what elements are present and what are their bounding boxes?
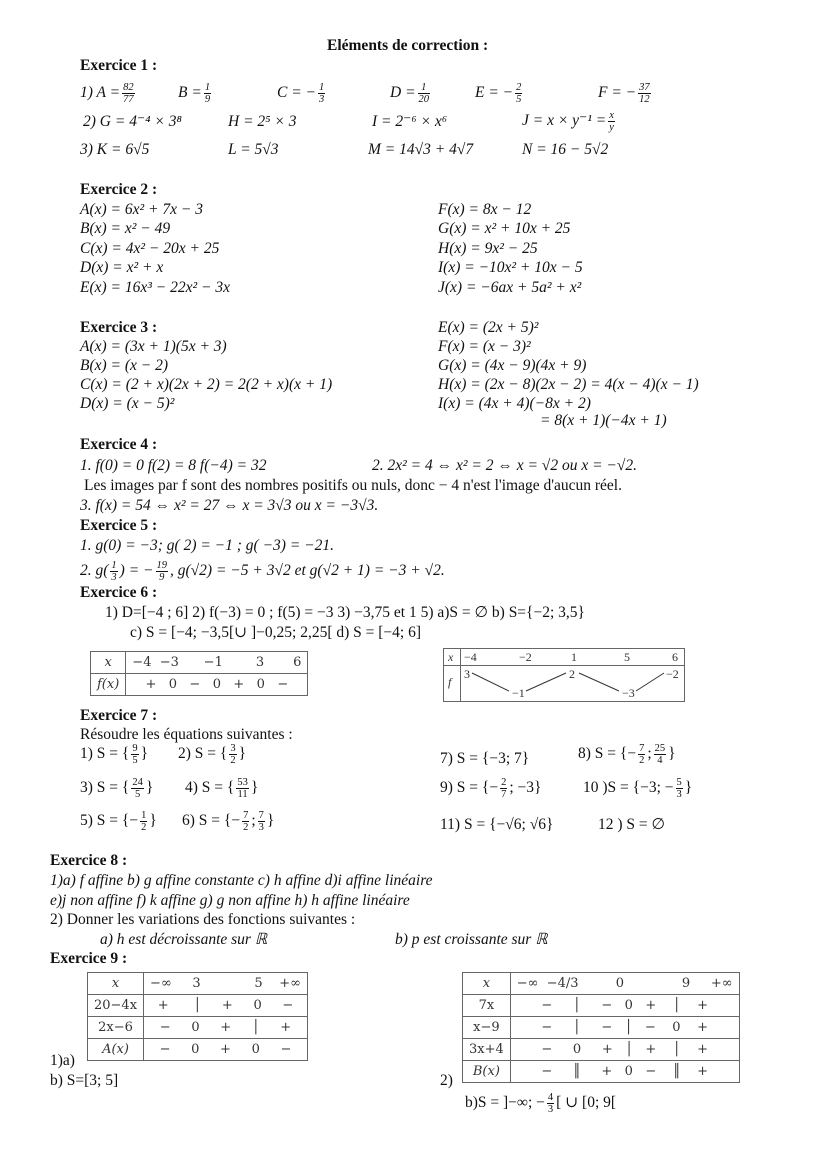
fraction xyxy=(676,777,683,800)
table-cell: f xyxy=(448,675,452,689)
math-text: 6) S = {− xyxy=(182,812,241,830)
expr-c xyxy=(277,82,327,105)
math-text: 3 xyxy=(319,94,325,105)
fraction xyxy=(156,560,169,583)
fraction xyxy=(229,743,236,766)
math-text: 1 xyxy=(319,82,325,93)
exercise-8-heading: Exercice 8 : xyxy=(50,852,128,869)
expr-e xyxy=(475,82,524,105)
math-text: 7 xyxy=(243,810,249,821)
exercise-9-heading: Exercice 9 : xyxy=(50,950,128,967)
table-cell: −4 xyxy=(464,650,477,664)
table-cell: − 0 + │ + │ + xyxy=(510,1039,739,1061)
fraction xyxy=(204,82,211,105)
math-text: ; −3} xyxy=(509,779,542,797)
fraction xyxy=(547,1092,554,1115)
ex2-expr: J(x) = −6ax + 5a² + x² xyxy=(438,279,582,296)
math-text: 37 xyxy=(639,82,650,93)
expr-h: H = 2⁵ × 3 xyxy=(228,113,297,130)
ex2-expr: C(x) = 4x² − 20x + 25 xyxy=(80,240,220,257)
variation-arrows xyxy=(444,649,684,701)
math-text: 25 xyxy=(654,743,666,754)
ex7-s4: 4) S = { $\frac{53}{11}$ } xyxy=(185,777,259,800)
table-cell: − 0 + │ + xyxy=(144,1017,308,1039)
table-cell: 2x−6 xyxy=(88,1017,144,1039)
math-text: 5 xyxy=(134,789,141,800)
math-text: 1 xyxy=(141,810,147,821)
table-cell: x xyxy=(448,650,454,664)
math-text xyxy=(91,674,308,696)
ex7-s11: 11) S = {−√6; √6} xyxy=(440,816,554,833)
ex2-expr: B(x) = x² − 49 xyxy=(80,220,171,237)
table-cell: 1 xyxy=(571,650,577,664)
ex9-part-2: 2) xyxy=(440,1072,453,1089)
fraction xyxy=(515,82,522,105)
math-text xyxy=(88,973,308,1061)
table-cell: x−9 xyxy=(463,1017,511,1039)
ex7-s9 xyxy=(440,777,541,800)
table-cell: −2 xyxy=(519,650,532,664)
exercise-4-heading: Exercice 4 : xyxy=(80,436,158,453)
math-text: y xyxy=(609,122,614,133)
fraction xyxy=(122,82,135,105)
ex7-s1: 1) S = { $\frac{9}{5}$ } xyxy=(80,743,149,766)
math-text: 10 )S = {−3; − xyxy=(583,779,674,797)
math-text: 12 xyxy=(639,94,650,105)
fraction xyxy=(110,560,117,583)
ex7-s2: 2) S = { $\frac{3}{2}$ } xyxy=(178,743,247,766)
math-text: 2 xyxy=(230,755,236,766)
math-text: 2 xyxy=(141,822,147,833)
math-text: 1 xyxy=(111,560,117,571)
fraction xyxy=(654,743,667,766)
ex1-line-1 xyxy=(80,82,137,105)
table-cell: 2 xyxy=(569,667,575,681)
math-text: 2. g xyxy=(80,562,104,580)
math-text: 1 xyxy=(418,82,431,94)
math-text: B = xyxy=(178,84,202,102)
table-cell: 7x xyxy=(463,995,511,1017)
math-text xyxy=(463,995,740,1017)
math-text: b)S = ]−∞; − xyxy=(465,1094,545,1112)
table-cell: −3 xyxy=(622,686,635,700)
math-text: x xyxy=(609,110,614,121)
ex3-expr: G(x) = (4x − 9)(4x + 9) xyxy=(438,357,587,374)
math-text: E = − xyxy=(475,84,514,102)
fraction xyxy=(608,110,615,133)
math-text: 82 xyxy=(123,82,134,93)
expr-l: L = 5√3 xyxy=(228,141,279,158)
exercise-2-heading: Exercice 2 : xyxy=(80,181,158,198)
math-text xyxy=(472,673,664,691)
math-text: 9 xyxy=(204,94,211,105)
math-text: 3 xyxy=(111,572,117,583)
math-text xyxy=(463,973,740,1083)
ex6-line: 1) D=[−4 ; 6] 2) f(−3) = 0 ; f(5) = −3 3) −3,75 et 1 5) a)S = ∅ b) S={−2; 3,5} xyxy=(105,604,585,621)
table-cell: −4 −3 −1 3 6 xyxy=(126,652,308,674)
ex3-expr: = 8(x + 1)(−4x + 1) xyxy=(540,412,667,429)
math-text: 2 xyxy=(501,777,507,788)
ex9-part-1a: 1)a) xyxy=(50,1052,75,1069)
math-text: 5 xyxy=(676,777,682,788)
ex3-expr: C(x) = (2 + x)(2x + 2) = 2(2 + x)(x + 1) xyxy=(80,376,333,393)
ex2-expr: D(x) = x² + x xyxy=(80,259,164,276)
math-text: 7 xyxy=(258,810,264,821)
math-text: 1) S = xyxy=(80,745,119,763)
fraction xyxy=(131,743,138,766)
ex3-expr: A(x) = (3x + 1)(5x + 3) xyxy=(80,338,227,355)
math-text: 9) S = {− xyxy=(440,779,499,797)
expr-n: N = 16 − 5√2 xyxy=(522,141,609,158)
table-cell: 6 xyxy=(672,650,678,664)
ex4-line: 2. 2x² = 4 ⇔ x² = 2 ⇔ x = √2 ou x = −√2. xyxy=(372,457,637,474)
math-text: 8) S = {− xyxy=(578,745,637,763)
sign-table xyxy=(90,651,308,696)
ex7-intro: Résoudre les équations suivantes : xyxy=(80,726,293,743)
math-text: F = − xyxy=(598,84,637,102)
math-text xyxy=(88,1017,308,1039)
table-cell: A(x) xyxy=(88,1039,144,1061)
math-text: 2 xyxy=(243,822,249,833)
math-text: 7 xyxy=(639,743,645,754)
math-text: 1 xyxy=(204,82,211,93)
fraction xyxy=(140,810,147,833)
ex3-expr: F(x) = (x − 3)² xyxy=(438,338,531,355)
ex3-expr: I(x) = (4x + 4)(−8x + 2) xyxy=(438,395,591,412)
expr-d xyxy=(390,82,432,105)
math-text xyxy=(463,973,740,995)
sign-table-b xyxy=(462,972,740,1083)
ex5-line: 1. g(0) = −3; g( 2) = −1 ; g( −3) = −21. xyxy=(80,537,335,554)
exercise-7-heading: Exercice 7 : xyxy=(80,707,158,724)
math-text xyxy=(472,673,509,691)
math-text: 2 xyxy=(639,755,645,766)
math-text xyxy=(636,673,664,691)
math-text: 3) S = xyxy=(80,779,119,797)
table-cell: −2 xyxy=(666,667,679,681)
ex3-expr: H(x) = (2x − 8)(2x − 2) = 4(x − 4)(x − 1) xyxy=(438,376,699,393)
ex7-s5: 5) S = {− $\frac{1}{2}$ } xyxy=(80,810,157,833)
math-text: 9 xyxy=(159,572,165,583)
table-cell: − 0 + 0 − xyxy=(144,1039,308,1061)
math-text: 2) S = xyxy=(178,745,217,763)
ex4-line: Les images par f sont des nombres positifs ou nuls, donc − 4 n'est l'image d'aucun réel. xyxy=(84,477,622,494)
math-text xyxy=(579,673,619,691)
math-text: 53 xyxy=(237,777,248,788)
table-cell: + │ + 0 − xyxy=(144,995,308,1017)
table-cell: x xyxy=(88,973,144,995)
math-text xyxy=(88,995,308,1017)
exercise-6-heading: Exercice 6 : xyxy=(80,584,158,601)
math-text: 24 xyxy=(132,777,143,788)
fraction xyxy=(242,810,249,833)
table-cell: 3 xyxy=(464,667,470,681)
math-text xyxy=(91,652,308,696)
math-text: , g(√2) = −5 + 3√2 et g(√2 + 1) = −3 + √2. xyxy=(170,562,445,580)
expr-g: 2) G = 4⁻⁴ × 3⁸ xyxy=(83,113,182,130)
exercise-3-heading: Exercice 3 : xyxy=(80,319,158,336)
ex7-s10: 10 )S = {−3; − $\frac{5}{3}$ } xyxy=(583,777,693,800)
table-cell: x xyxy=(463,973,511,995)
math-text: 19 xyxy=(156,560,168,571)
ex4-line: 1. f(0) = 0 f(2) = 8 f(−4) = 32 xyxy=(80,457,267,474)
expr-k: 3) K = 6√5 xyxy=(80,141,150,158)
expr-b xyxy=(178,82,213,105)
ex2-expr: H(x) = 9x² − 25 xyxy=(438,240,538,257)
math-text: 2 xyxy=(516,82,522,93)
ex3-expr: D(x) = (x − 5)² xyxy=(80,395,175,412)
table-cell: B(x) xyxy=(463,1061,511,1083)
expr-i: I = 2⁻⁶ × x⁶ xyxy=(372,113,448,130)
sign-table-a xyxy=(87,972,308,1061)
ex9-part-1b: b) S=[3; 5] xyxy=(50,1072,119,1089)
math-text xyxy=(463,1061,740,1083)
math-text: C = − xyxy=(277,84,317,102)
exercise-1-heading: Exercice 1 : xyxy=(80,57,158,74)
math-text: = − xyxy=(128,562,154,580)
math-text: 5 xyxy=(516,94,522,105)
math-text: 3 xyxy=(547,1104,554,1115)
math-text: 4 xyxy=(657,755,663,766)
fraction xyxy=(131,777,144,800)
ex6-line: c) S = [−4; −3,5[∪ ]−0,25; 2,25[ d) S = [−4; 6] xyxy=(130,624,422,641)
ex2-expr: E(x) = 16x³ − 22x² − 3x xyxy=(80,279,230,296)
fraction xyxy=(638,82,651,105)
math-text xyxy=(88,1039,308,1061)
fraction xyxy=(318,82,325,105)
expr-a: A = xyxy=(96,84,121,102)
table-cell: f(x) xyxy=(91,674,126,696)
math-text: 5) S = {− xyxy=(80,812,139,830)
ex8-line: 2) Donner les variations des fonctions suivantes : xyxy=(50,911,356,928)
ex8-answer-b: b) p est croissante sur ℝ xyxy=(395,931,548,948)
math-text: 3 xyxy=(230,743,236,754)
fraction xyxy=(638,743,645,766)
math-text: 7 xyxy=(501,789,507,800)
ex3-expr: B(x) = (x − 2) xyxy=(80,357,169,374)
ex2-expr: A(x) = 6x² + 7x − 3 xyxy=(80,201,203,218)
math-text: 5 xyxy=(132,755,138,766)
ex4-line: 3. f(x) = 54 ⇔ x² = 27 ⇔ x = 3√3 ou x = −3√3. xyxy=(80,497,379,514)
fraction xyxy=(258,810,265,833)
exercise-5-heading: Exercice 5 : xyxy=(80,517,158,534)
ex3-expr: E(x) = (2x + 5)² xyxy=(438,319,539,336)
math-text xyxy=(463,1039,740,1061)
table-cell: −∞ 3 5 +∞ xyxy=(144,973,308,995)
fraction xyxy=(236,777,249,800)
table-cell: −∞ −4/3 0 9 +∞ xyxy=(510,973,739,995)
variation-table xyxy=(443,648,685,702)
page-title: Eléments de correction : xyxy=(327,37,489,54)
math-text: 3 xyxy=(258,822,264,833)
table-cell: − ║ + 0 − ║ + xyxy=(510,1061,739,1083)
ex2-expr: F(x) = 8x − 12 xyxy=(438,201,532,218)
math-text xyxy=(91,652,308,674)
math-text xyxy=(463,1017,740,1039)
table-cell: −1 xyxy=(512,686,525,700)
ex7-s12: 12 ) S = ∅ xyxy=(598,816,666,833)
math-text xyxy=(526,673,566,691)
math-text: D = xyxy=(390,84,416,102)
table-cell: − │ − 0 + │ + xyxy=(510,995,739,1017)
math-text: 3 xyxy=(676,789,682,800)
ex5-line: 2. g( $\frac{1}{3}$ ) = − $\frac{19}{9}$ , g(√2) = −5 + 3√2 et g(√2 + 1) = −3 + √2. xyxy=(80,560,445,583)
ex8-answer-a: a) h est décroissante sur ℝ xyxy=(100,931,268,948)
math-text: 11 xyxy=(237,789,248,800)
ex2-expr: I(x) = −10x² + 10x − 5 xyxy=(438,259,583,276)
expr-m: M = 14√3 + 4√7 xyxy=(368,141,474,158)
expr-f xyxy=(598,82,653,105)
fraction xyxy=(500,777,507,800)
ex7-s3: 3) S = { $\frac{24}{5}$ } xyxy=(80,777,154,800)
math-text: 9 xyxy=(132,743,138,754)
ex7-s7: 7) S = {−3; 7} xyxy=(440,750,530,767)
table-cell: 5 xyxy=(624,650,630,664)
expr-j xyxy=(522,110,617,133)
math-text: 4) S = xyxy=(185,779,224,797)
math-text xyxy=(88,973,308,995)
ex8-line: 1)a) f affine b) g affine constante c) h affine d)i affine linéaire xyxy=(50,872,433,889)
item-number: 1) xyxy=(80,84,93,102)
math-text: 77 xyxy=(123,94,134,105)
table-cell: 3x+4 xyxy=(463,1039,511,1061)
math-text: [ ∪ [0; 9[ xyxy=(556,1094,617,1112)
ex7-s8: 8) S = {− $\frac{7}{2}$ ; $\frac{25}{4}$ } xyxy=(578,743,676,766)
table-cell: + 0 − 0 + 0 − xyxy=(126,674,308,696)
table-cell: − │ − │ − 0 + xyxy=(510,1017,739,1039)
math-text: J = x × y⁻¹ = xyxy=(522,112,607,130)
table-cell: x xyxy=(91,652,126,674)
math-text: 4 xyxy=(547,1092,554,1103)
ex7-s6: 6) S = {− $\frac{7}{2}$ ; $\frac{7}{3}$ } xyxy=(182,810,275,833)
math-text: 20 xyxy=(418,94,430,105)
fraction xyxy=(418,82,431,105)
ex2-expr: G(x) = x² + 10x + 25 xyxy=(438,220,571,237)
ex8-line: e)j non affine f) k affine g) g non affine h) h affine linéaire xyxy=(50,892,410,909)
ex9-part-2b xyxy=(465,1092,616,1115)
table-cell: 20−4x xyxy=(88,995,144,1017)
